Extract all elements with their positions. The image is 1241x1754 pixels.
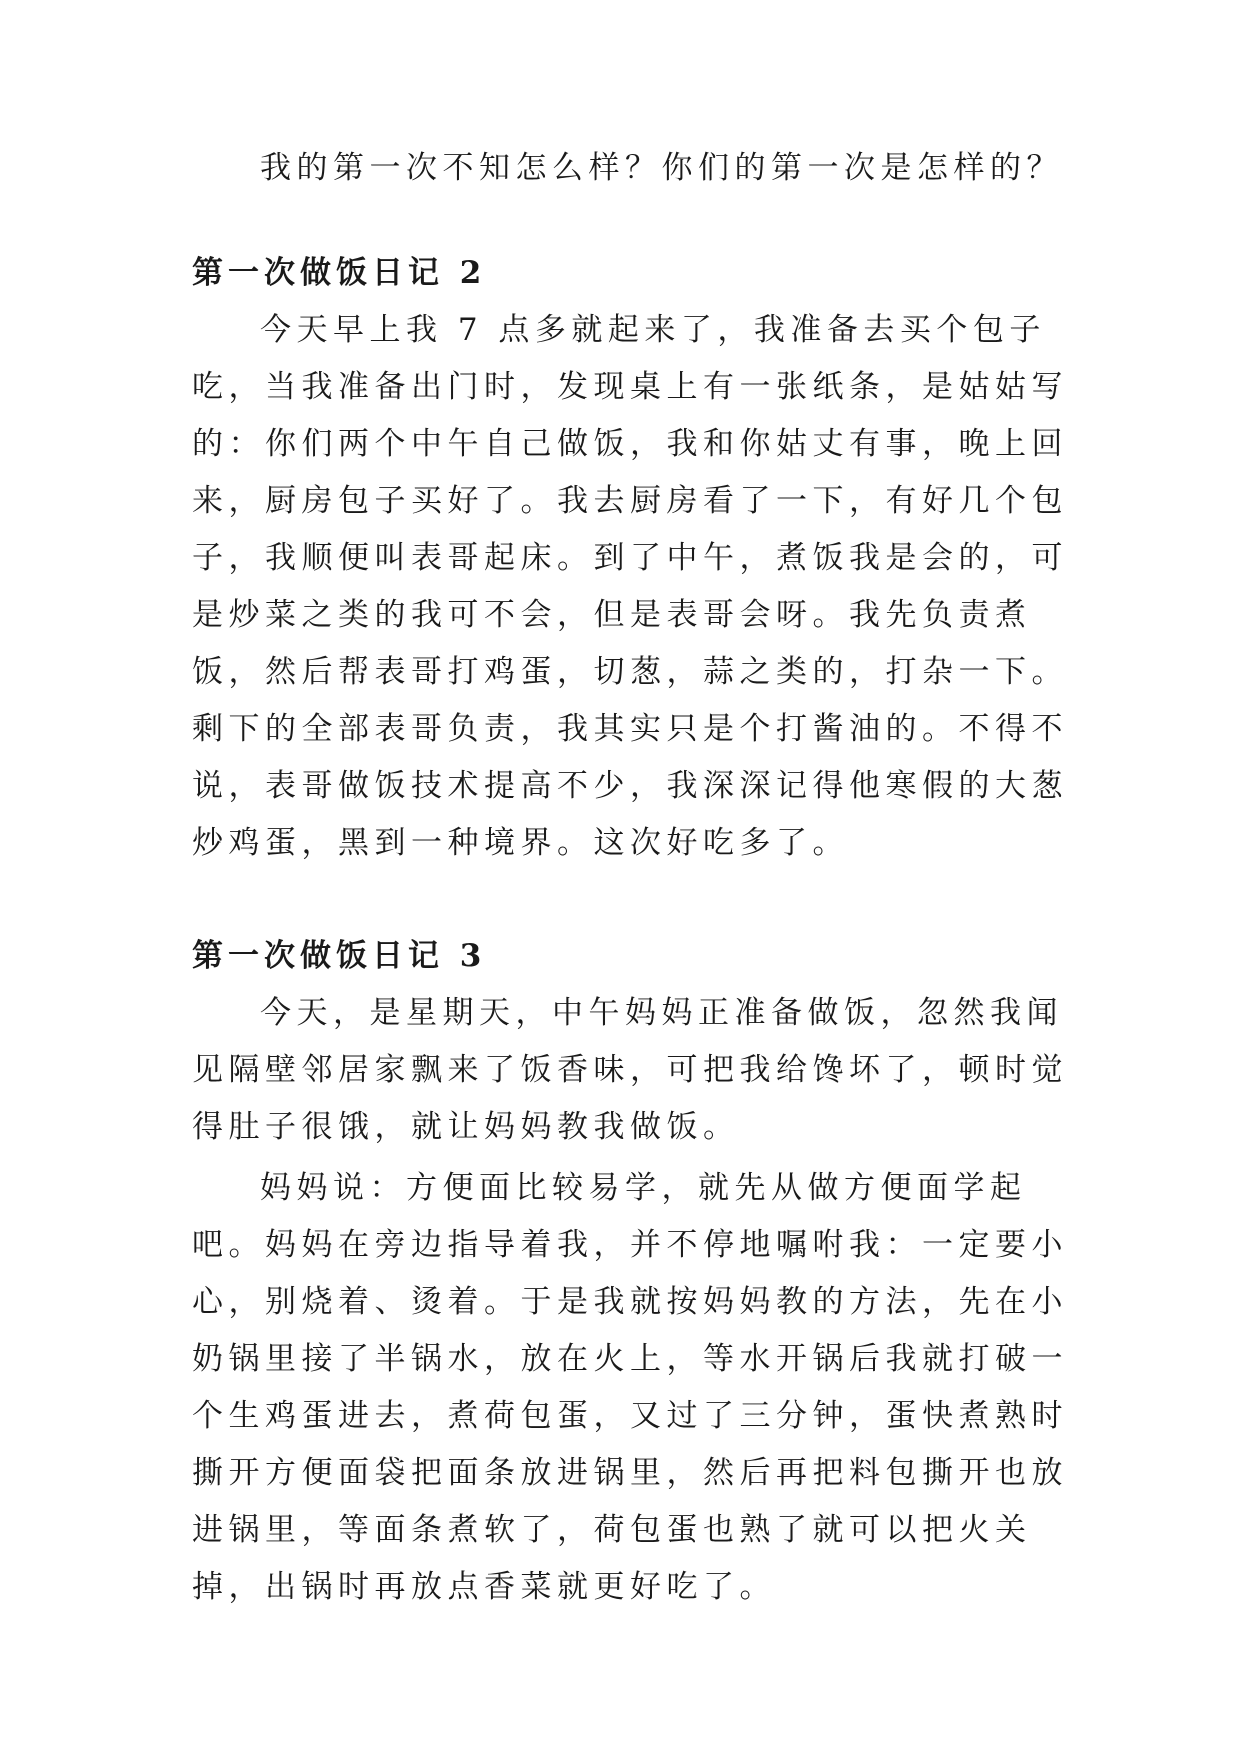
spacer bbox=[192, 872, 1072, 928]
section-3-paragraph-2: 妈妈说：方便面比较易学，就先从做方便面学起吧。妈妈在旁边指导着我，并不停地嘱咐我：一定要小心，别烧着、烫着。于是我就按妈妈教的方法，先在小奶锅里接了半锅水，放在火上，等水开锅后我就打破一个生鸡蛋进去，煮荷包蛋，又过了三分钟，蛋快煮熟时撕开方便面袋把面条放进锅里，然后再把料包撕开也放进锅里，等面条煮软了，荷包蛋也熟了就可以把火关掉，出锅时再放点香菜就更好吃了。 bbox=[192, 1170, 1068, 1605]
section-title-3: 第一次做饭日记 3 bbox=[192, 938, 487, 974]
document-body bbox=[192, 140, 1072, 1616]
intro-paragraph: 我的第一次不知怎么样？你们的第一次是怎样的？ bbox=[260, 150, 1063, 186]
spacer bbox=[192, 197, 1072, 245]
section-title-2: 第一次做饭日记 2 bbox=[192, 255, 487, 291]
section-2-paragraph-1: 今天早上我 7 点多就起来了，我准备去买个包子吃，当我准备出门时，发现桌上有一张纸条，是姑姑写的：你们两个中午自己做饭，我和你姑丈有事，晚上回来，厨房包子买好了。我去厨房看了一下，有好几个包子，我顺便叫表哥起床。到了中午，煮饭我是会的，可是炒菜之类的我可不会，但是表哥会呀。我先负责煮饭，然后帮表哥打鸡蛋，切葱，蒜之类的，打杂一下。剩下的全部表哥负责，我其实只是个打酱油的。不得不说，表哥做饭技术提高不少，我深深记得他寒假的大葱炒鸡蛋，黑到一种境界。这次好吃多了。 bbox=[192, 312, 1068, 861]
section-3-paragraph-1: 今天，是星期天，中午妈妈正准备做饭，忽然我闻见隔壁邻居家飘来了饭香味，可把我给馋坏了，顿时觉得肚子很饿，就让妈妈教我做饭。 bbox=[192, 995, 1068, 1145]
